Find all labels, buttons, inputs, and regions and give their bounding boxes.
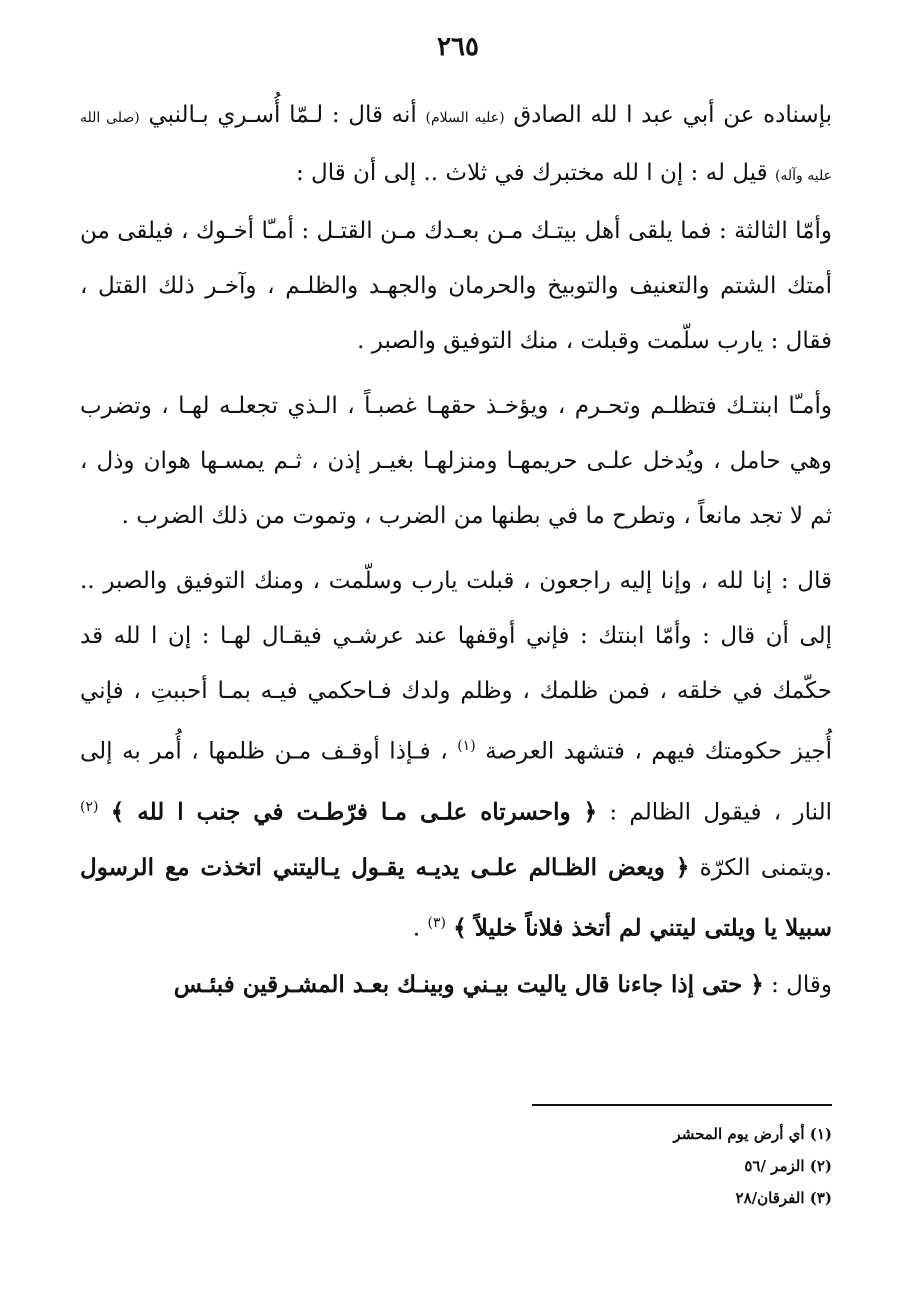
footnote-divider xyxy=(532,1104,832,1106)
paragraph-4 xyxy=(80,554,832,957)
p5-text-a: وقال : xyxy=(771,971,832,998)
quran-quote-3: ﴿ حتى إذا جاءنا قال ياليت بيـني وبينـك بعـد المشـرقين فبئـس xyxy=(173,970,764,998)
p1-honorific-b: (صلى الله عليه وآله) xyxy=(80,110,832,184)
paragraph-3: وأمـّا ابنتـك فتظلـم وتحـرم ، ويؤخـذ حقهـا غصبـاً ، الـذي تجعلـه لهـا ، وتضرب وهي حامل ، ويُدخل علـى حريمهـا ومنزلهـا بغيـر إذن ، ثـم يمسـها هوان وذل ، ثم لا تجد مانعاً ، وتطرح ما في بطنها من الضرب ، وتموت من ذلك الضرب . xyxy=(80,393,832,529)
page-number: ٢٦٥ xyxy=(437,32,479,62)
footnote-ref-1: (١) xyxy=(457,738,476,754)
quran-quote-2: ﴿ ويعض الظـالم علـى يديـه يقـول يـاليتني اتخذت مع الرسول سبيلا يا ويلتى ليتني لم أتخذ فلاناً خليلاً ﴾ xyxy=(80,854,832,942)
footnote-2: (٢) الزمر /٥٦ xyxy=(744,1157,832,1175)
footnote-ref-3: (٣) xyxy=(427,915,446,932)
p4-text-b: ، فـإذا أوقـف مـن ظلمها ، أُمر به إلى النار ، فيقول الظالم : xyxy=(80,738,832,826)
p1-honorific-a: (عليه السلام) xyxy=(425,110,505,126)
quran-quote-1: ﴿ واحسرتاه علـى مـا فرّطـت في جنب ا لله ﴾ xyxy=(110,798,598,826)
paragraph-1 xyxy=(80,88,832,204)
footnote-1: (١) أي أرض يوم المحشر xyxy=(673,1125,832,1143)
footnotes xyxy=(480,1118,832,1214)
p1-text-b: أنه قال : لـمّا أُسـري بـالنبي xyxy=(148,102,417,128)
p1-text-a: بإسناده عن أبي عبد ا لله الصادق xyxy=(513,102,833,128)
p4-text-d: . xyxy=(412,915,421,942)
footnote-ref-2: (٢) xyxy=(80,798,99,815)
p4-text-a: قال : إنا لله ، وإنا إليه راجعون ، قبلت يارب وسلّمت ، ومنك التوفيق والصبر .. إلى أن قال : وأمّا ابنتك : فإني أوقفها عند عرشـي فيقـال لهـا : إن ا لله قد حكّمك في خلقه ، فمن ظلمك ، وظلم ولدك فـاحكمي فيـه بمـا أحببتِ ، فإني أُجيز حكومتك فيهم ، فتشهد العرصة xyxy=(80,568,833,765)
footnote-3: (٣) الفرقان/٢٨ xyxy=(735,1189,832,1207)
paragraph-5 xyxy=(80,957,832,1013)
main-text xyxy=(80,88,832,1013)
p4-text-c: .ويتمنى الكرّة xyxy=(699,855,833,882)
paragraph-2: وأمّا الثالثة : فما يلقى أهل بيتـك مـن بعـدك مـن القتـل : أمـّا أخـوك ، فيلقى من أمتك الشتم والتعنيف والتوبيخ والحرمان والجهـد والظلـم ، وآخـر ذلك القتل ، فقال : يارب سلّمت وقبلت ، منك التوفيق والصبر . xyxy=(80,218,832,354)
p1-text-c: قيل له : إن ا لله مختبرك في ثلاث .. إلى أن قال : xyxy=(295,160,768,186)
